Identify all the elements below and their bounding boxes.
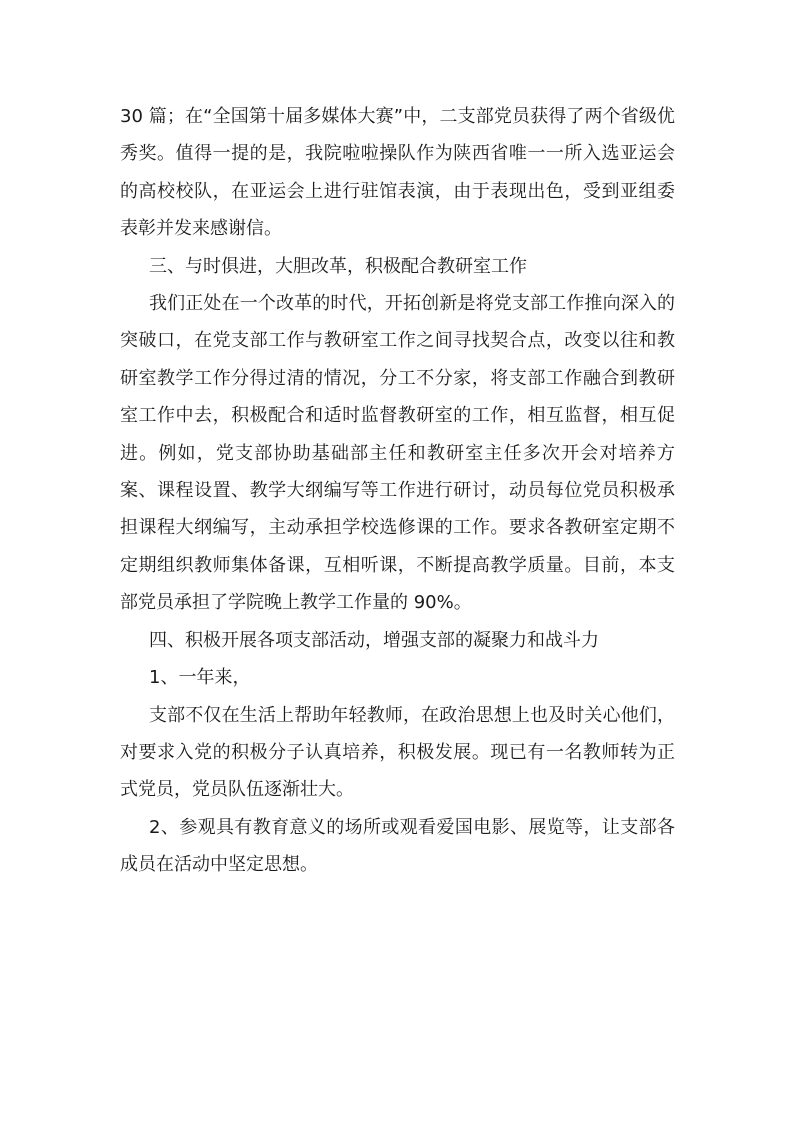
section-heading-4: 四、积极开展各项支部活动，增强支部的凝聚力和战斗力 [149,629,599,651]
paragraph-young-teachers: 支部不仅在生活上帮助年轻教师，在政治思想上也及时关心他们，对要求入党的积极分子认真培养，积极发展。现已有一名教师转为正式党员，党员队伍逐渐壮大。 [120,704,675,801]
item-2-paragraph: 2、参观具有教育意义的场所或观看爱国电影、展览等，让支部各成员在活动中坚定思想。 [120,816,675,876]
section-heading-3: 三、与时俱进，大胆改革，积极配合教研室工作 [149,255,527,277]
paragraph-reform: 我们正处在一个改革的时代，开拓创新是将党支部工作推向深入的突破口，在党支部工作与教研室工作之间寻找契合点，改变以往和教研室教学工作分得过清的情况，分工不分家，将支部工作融合到教研室工作中去，积极配合和适时监督教研室的工作，相互监督，相互促进。例如，党支部协助基础部主任和教研室主任多次开会对培养方案、课程设置、教学大纲编写等工作进行研讨，动员每位党员积极承担课程大纲编写，主动承担学校选修课的工作。要求各教研室定期不定期组织教师集体备课，互相听课，不断提高教学质量。目前，本支部党员承担了学院晚上教学工作量的 90%。 [120,293,675,614]
document-body [120,98,675,884]
paragraph-achievements-continued: 30 篇；在“全国第十届多媒体大赛”中，二支部党员获得了两个省级优秀奖。值得一提的是，我院啦啦操队作为陕西省唯一一所入选亚运会的高校校队，在亚运会上进行驻馆表演，由于表现出色，受到亚组委表彰并发来感谢信。 [120,106,675,240]
item-1-heading: 1、一年来， [149,667,251,689]
